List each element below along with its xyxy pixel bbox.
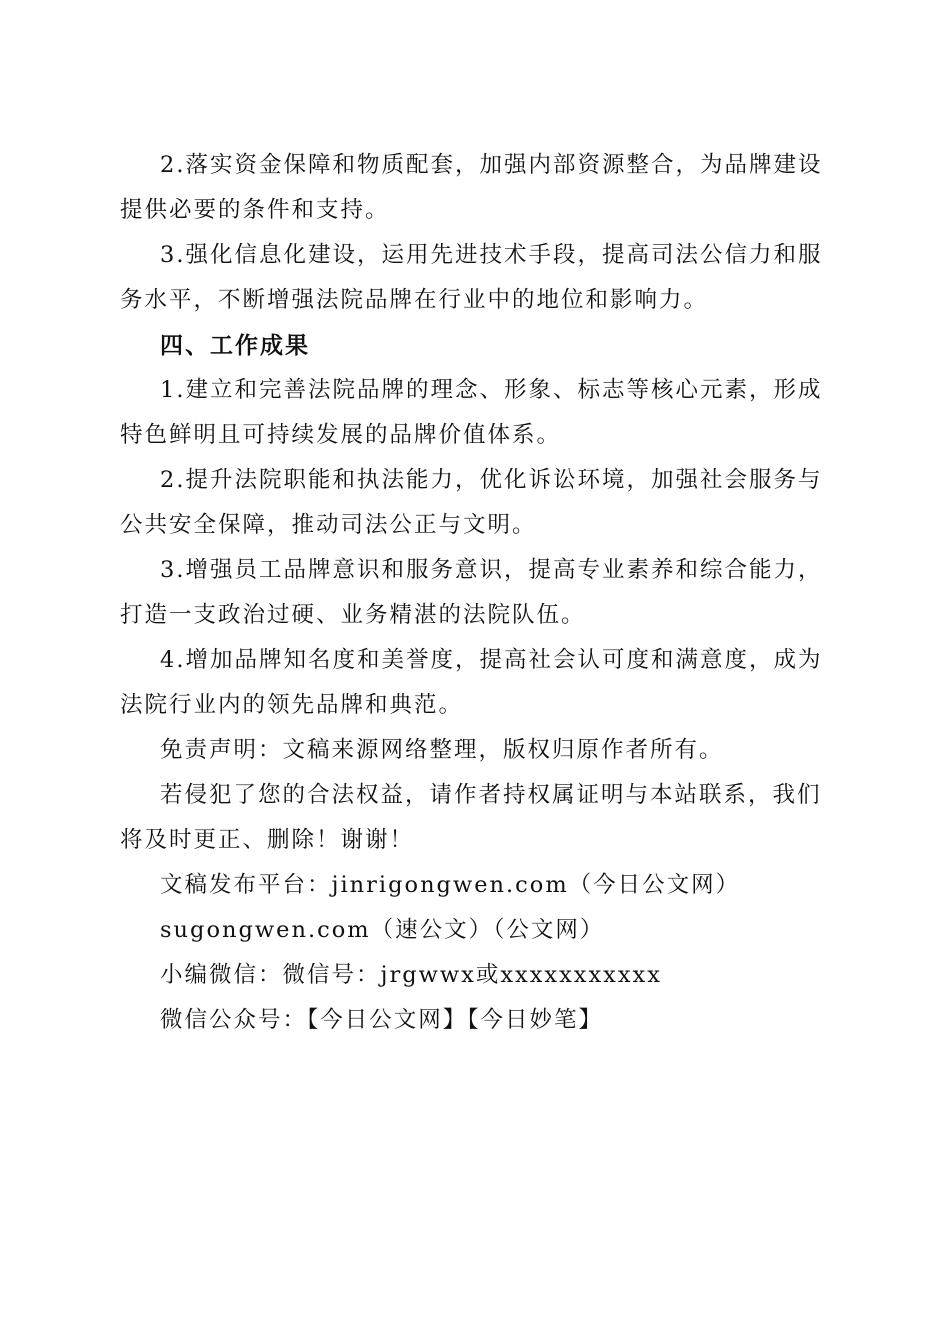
paragraph-result-staff: 3.增强员工品牌意识和服务意识，提高专业素养和综合能力，打造一支政治过硬、业务精湛的法院队伍。 (120, 557, 823, 628)
document-page (120, 143, 825, 1043)
site-line: sugongwen.com（速公文）（公文网） (160, 917, 605, 943)
paragraph-measure-informatization: 3.强化信息化建设，运用先进技术手段，提高司法公信力和服务水平，不断增强法院品牌在行业中的地位和影响力。 (120, 242, 823, 313)
editor-wechat-line: 小编微信：微信号：jrgwwx或xxxxxxxxxxx (160, 962, 662, 988)
paragraph-result-court-capability: 2.提升法院职能和执法能力，优化诉讼环境，加强社会服务与公共安全保障，推动司法公正与文明。 (120, 467, 823, 538)
paragraph-result-brand-system: 1.建立和完善法院品牌的理念、形象、标志等核心元素，形成特色鲜明且可持续发展的品牌价值体系。 (120, 377, 823, 448)
publish-platform-line: 文稿发布平台：jinrigongwen.com（今日公文网） (160, 872, 741, 898)
paragraph-measure-funding: 2.落实资金保障和物质配套，加强内部资源整合，为品牌建设提供必要的条件和支持。 (120, 152, 823, 223)
disclaimer-line: 免责声明：文稿来源网络整理，版权归原作者所有。 (160, 737, 724, 763)
paragraph-result-reputation: 4.增加品牌知名度和美誉度，提高社会认可度和满意度，成为法院行业内的领先品牌和典范。 (120, 647, 823, 718)
wechat-official-account-line: 微信公众号：【今日公文网】【今日妙笔】 (160, 1007, 604, 1033)
infringement-notice: 若侵犯了您的合法权益，请作者持权属证明与本站联系，我们将及时更正、删除！谢谢！ (120, 782, 822, 853)
section-heading-results: 四、工作成果 (160, 332, 310, 359)
